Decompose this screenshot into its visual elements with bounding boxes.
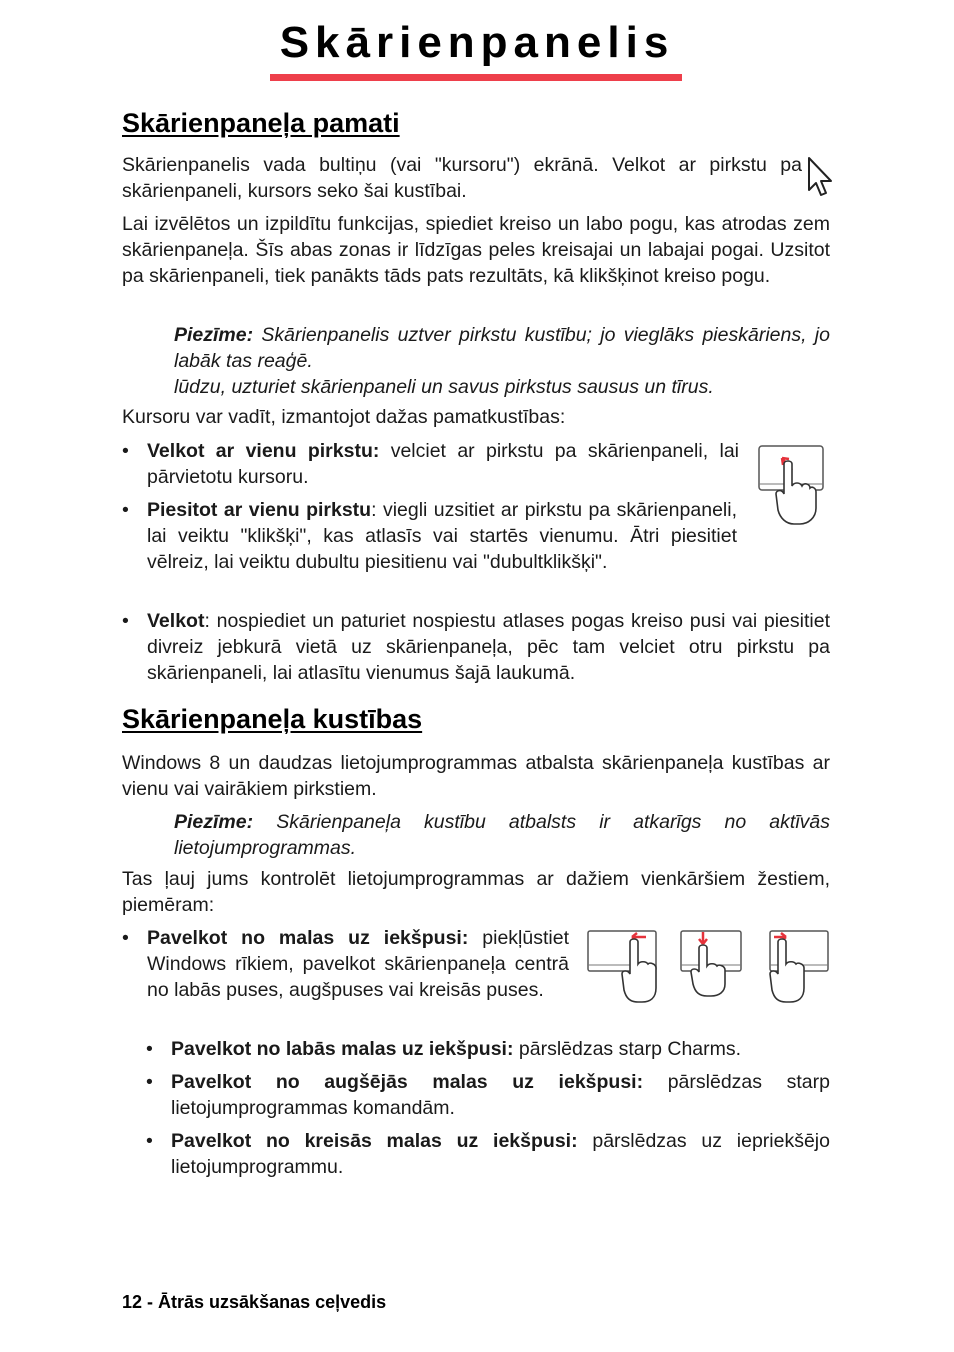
bullet-text: : viegli uzsitiet ar pirkstu pa skārienpaneli, lai veiktu "klikšķi", kas atlasīs vai startēs vienumu. Ātri piesitiet vēlreiz, lai veiktu dubultu piesitienu vai "dubultklikšķi". [147, 499, 737, 573]
page-title: Skārienpanelis [279, 18, 675, 67]
note-basics-2: lūdzu, uzturiet skārienpaneli un savus pirkstus sausus un tīrus. [174, 376, 714, 398]
intro-paragraph: Skārienpanelis vada bultiņu (vai "kursoru") ekrānā. Velkot ar pirkstu pa skārienpaneli, kursors seko šai kustībai. [122, 154, 802, 202]
bullet-bold: Pavelkot no malas uz iekšpusi: [147, 927, 469, 949]
bullet-text: : nospiediet un paturiet nospiestu atlases pogas kreiso pusi vai piesitiet divreiz jebkurā vietā uz skārienpaneļa, pēc tam velciet otru pirkstu pa skārienpaneli, lai atlasītu vienumus šajā laukumā. [147, 610, 830, 684]
section-heading-basics: Skārienpaneļa pamati [122, 108, 400, 138]
list-item: • Piesitot ar vienu pirkstu: viegli uzsitiet ar pirkstu pa skārienpaneli, lai veiktu "klikšķi", kas atlasīs vai startēs vienumu. Ātri piesitiet vēlreiz, lai veiktu dubultu piesitienu vai "dubultklikšķi". [122, 499, 737, 573]
edge-swipe-top-illustration [679, 928, 745, 998]
title-underline [270, 74, 682, 81]
sub-list-item: • Pavelkot no labās malas uz iekšpusi: pārslēdzas starp Charms. [146, 1038, 742, 1060]
page-footer: 12 - Ātrās uzsākšanas ceļvedis [122, 1292, 387, 1312]
note-basics [174, 322, 830, 374]
touchpad-swipe-illustration [756, 442, 828, 528]
sub-bullet-text: pārslēdzas starp lietojumprogrammas komandām. [171, 1071, 830, 1119]
sub-bullet-bold: Pavelkot no augšējās malas uz iekšpusi: [171, 1071, 644, 1093]
sub-bullet-bold: Pavelkot no labās malas uz iekšpusi: [171, 1038, 514, 1060]
sub-list-item: • Pavelkot no augšējās malas uz iekšpusi: pārslēdzas starp lietojumprogrammas komandām. [146, 1071, 830, 1119]
sub-bullet-text: pārslēdzas starp Charms. [513, 1038, 742, 1060]
edge-swipe-left-illustration [768, 928, 832, 1004]
sub-bullet-text: pārslēdzas uz iepriekšējo lietojumprogrammu. [171, 1130, 830, 1178]
section-heading-gestures: Skārienpaneļa kustības [122, 704, 423, 734]
gestures-intro: Kursoru var vadīt, izmantojot dažas pamatkustības: [122, 406, 566, 428]
bullet-text: velciet ar pirkstu pa skārienpaneli, lai pārvietotu kursoru. [147, 440, 739, 488]
note-label: Piezīme: [174, 811, 254, 833]
edge-swipe-right-illustration [586, 928, 662, 1004]
note-text: Skārienpaneļa kustību atbalsts ir atkarīgs no aktīvās lietojumprogrammas. [174, 811, 830, 859]
list-item: • Velkot ar vienu pirkstu: velciet ar pirkstu pa skārienpaneli, lai pārvietotu kursoru. [122, 440, 739, 488]
bullet-bold: Velkot [147, 610, 205, 632]
note-label: Piezīme: [174, 324, 254, 346]
list-item: • Velkot: nospiediet un paturiet nospiestu atlases pogas kreiso pusi vai piesitiet divreiz jebkurā vietā uz skārienpaneļa, pēc tam velciet otru pirkstu pa skārienpaneli, lai atlasītu vienumus šajā laukumā. [122, 610, 830, 684]
bullet-text: piekļūstiet Windows rīkiem, pavelkot skārienpaneļa centrā no labās puses, augšpuses vai kreisās puses. [147, 927, 569, 1001]
buttons-paragraph: Lai izvēlētos un izpildītu funkcijas, spiediet kreiso un labo pogu, kas atrodas zem skārienpaneļa. Šīs abas zonas ir līdzīgas peles kreisajai un labajai pogai. Uzsitot pa skārienpaneli, tiek panākts tāds pats rezultāts, kā klikšķinot kreiso pogu. [122, 213, 830, 287]
gestures-lead: Tas ļauj jums kontrolēt lietojumprogrammas ar dažiem vienkāršiem žestiem, piemēram: [122, 868, 830, 916]
sub-list-item: • Pavelkot no kreisās malas uz iekšpusi: pārslēdzas uz iepriekšējo lietojumprogrammu. [146, 1130, 830, 1178]
note-text: Skārienpanelis uztver pirkstu kustību; jo vieglāks pieskāriens, jo labāk tas reaģē. [174, 324, 830, 372]
bullet-bold: Piesitot ar vienu pirkstu [147, 499, 372, 521]
gestures-intro-paragraph: Windows 8 un daudzas lietojumprogrammas atbalsta skārienpaneļa kustības ar vienu vai vairākiem pirkstiem. [122, 752, 830, 800]
cursor-arrow-icon [806, 156, 834, 200]
bullet-bold: Velkot ar vienu pirkstu: [147, 440, 380, 462]
list-item: • Pavelkot no malas uz iekšpusi: piekļūstiet Windows rīkiem, pavelkot skārienpaneļa centrā no labās puses, augšpuses vai kreisās puses. [122, 927, 569, 1001]
note-gestures [174, 809, 830, 861]
sub-bullet-bold: Pavelkot no kreisās malas uz iekšpusi: [171, 1130, 578, 1152]
